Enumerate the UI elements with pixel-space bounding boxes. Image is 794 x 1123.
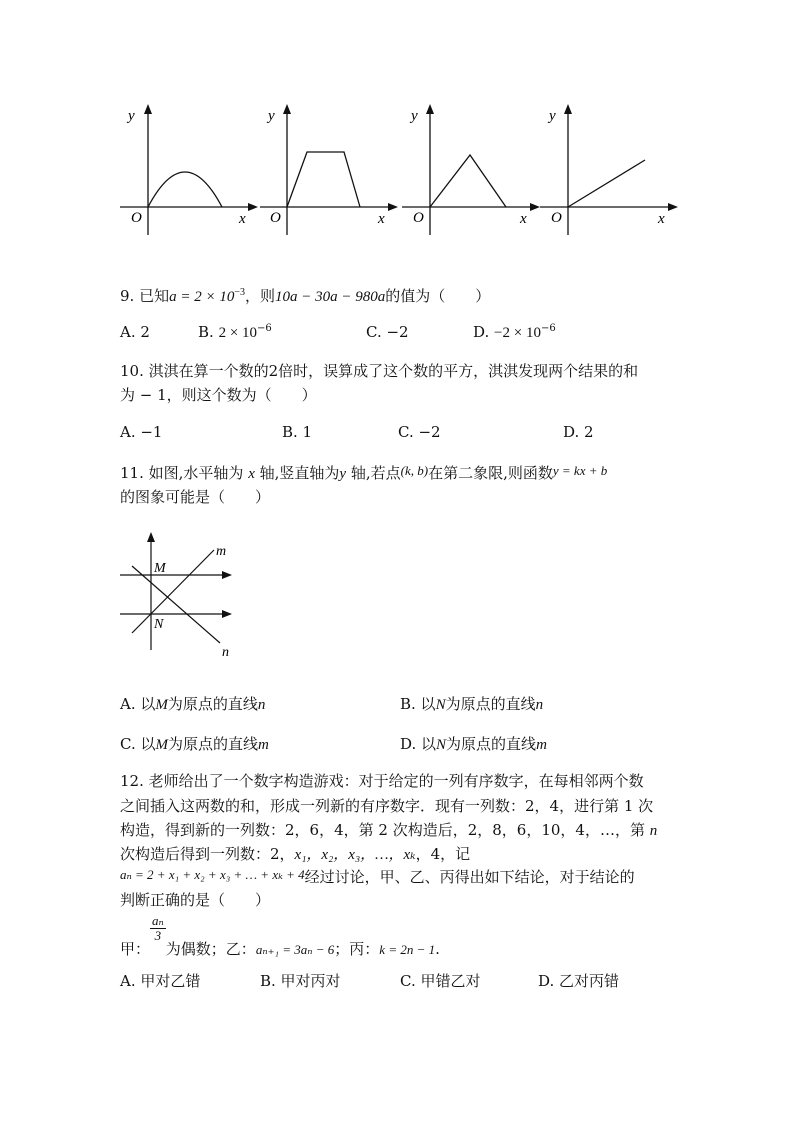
q10-stem-line2: 为 − 1，则这个数为（ ） (120, 386, 317, 404)
line-n (132, 566, 220, 643)
q12-stem-line1: 12. 老师给出了一个数字构造游戏：对于给定的一列有序数字，在每相邻两个数 (120, 772, 644, 790)
q9-stem (120, 285, 490, 306)
frac-an-over-3: $\frac{\text{aₙ}}{3}$ (152, 913, 164, 943)
q11-option-b[interactable]: B. 以N为原点的直线n (400, 695, 544, 713)
label-N: N (154, 617, 164, 632)
lower-axis-arrow (222, 610, 232, 618)
upper-axis-arrow (222, 571, 232, 579)
vertical-axis-arrow (147, 532, 155, 542)
q9-option-c[interactable]: C. −2 (366, 323, 409, 341)
trapezoid-curve (287, 152, 360, 207)
q9-option-b[interactable]: B. $2 \times 10^{-6}$ (198, 323, 272, 341)
q9-tail: 的值为（ ） (385, 287, 491, 305)
q12-option-a[interactable]: A. 甲对乙错 (120, 972, 201, 990)
graph-line (532, 100, 682, 240)
y-axis-label: y (411, 108, 418, 124)
y-axis-label: y (268, 108, 275, 124)
q11-stem-line1: 11. 如图,水平轴为 x 轴,竖直轴为y 轴,若点(k, b)在第二象限,则函数y = kx + b (120, 463, 608, 482)
x-axis-label: x (378, 211, 385, 227)
ray-line (568, 160, 645, 207)
graph-triangle (394, 100, 544, 240)
q12-stem-line3: 构造，得到新的一列数：2，6，4，第 2 次构造后，2，8，6，10，4，…，第 n (120, 821, 658, 839)
q10-stem-line1: 10. 淇淇在算一个数的2倍时，误算成了这个数的平方，淇淇发现两个结果的和 (120, 362, 639, 380)
origin-label: O (551, 210, 562, 226)
graph-trapezoid (252, 100, 402, 240)
y-axis-label: y (128, 108, 135, 124)
q12-option-d[interactable]: D. 乙对丙错 (538, 972, 620, 990)
q12-option-c[interactable]: C. 甲错乙对 (400, 972, 481, 990)
y-axis-arrow (144, 104, 152, 114)
label-n: n (222, 645, 229, 660)
y-axis-label: y (549, 108, 556, 124)
q9-lead: 9. 已知 (120, 287, 170, 305)
y-axis-arrow (283, 104, 291, 114)
y-axis-arrow (564, 104, 572, 114)
q10-option-b[interactable]: B. 1 (282, 423, 313, 441)
q9-expr: 10a − 30a − 980a (275, 289, 386, 305)
line-m (132, 550, 214, 633)
q12-option-b[interactable]: B. 甲对丙对 (260, 972, 341, 990)
parabola-curve (148, 172, 222, 207)
label-M: M (154, 561, 166, 576)
q11-stem-line2: 的图象可能是（ ） (120, 488, 271, 506)
origin-label: O (413, 210, 424, 226)
x-axis-label: x (658, 211, 665, 227)
q9-option-d[interactable]: D. $-2 \times 10^{-6}$ (473, 323, 556, 341)
q9-option-a[interactable]: A. 2 (120, 323, 150, 341)
q12-stem-line4: 次构造后得到一列数：2，x₁，x₂，x₃，…，xₖ，4，记 (120, 845, 471, 863)
q11-option-c[interactable]: C. 以M为原点的直线m (120, 735, 269, 753)
q12-stem-line5: aₙ = 2 + x₁ + x₂ + x₃ + … + xₖ + 4经过讨论，甲、乙、丙得出如下结论，对于结论的 (120, 867, 635, 886)
q11-figure (112, 528, 252, 663)
origin-label: O (270, 210, 281, 226)
q10-option-a[interactable]: A. −1 (120, 423, 163, 441)
q12-statements: 甲： $\frac{\text{aₙ}}{3}$ 为偶数；乙：aₙ₊₁ = 3aₙ − 6；丙：k = 2n − 1. (120, 913, 440, 958)
label-m: m (216, 544, 227, 559)
x-axis-arrow (668, 203, 678, 211)
q12-stem-line2: 之间插入这两数的和，形成一列新的有序数字．现有一列数：2，4，进行第 1 次 (120, 797, 654, 815)
origin-label: O (131, 210, 142, 226)
x-axis-label: x (520, 211, 527, 227)
q12-stem-line6: 判断正确的是（ ） (120, 891, 271, 909)
triangle-curve (430, 155, 506, 207)
q9-given: $a = 2 \times 10^{-3}$ (169, 287, 245, 305)
x-axis-label: x (239, 211, 246, 227)
q11-option-a[interactable]: A. 以M为原点的直线n (120, 695, 266, 713)
q9-mid: ，则 (244, 287, 275, 305)
y-axis-arrow (426, 104, 434, 114)
graph-parabola (112, 100, 262, 240)
q11-option-d[interactable]: D. 以N为原点的直线m (400, 735, 547, 753)
q10-option-c[interactable]: C. −2 (398, 423, 441, 441)
q10-option-d[interactable]: D. 2 (563, 423, 594, 441)
